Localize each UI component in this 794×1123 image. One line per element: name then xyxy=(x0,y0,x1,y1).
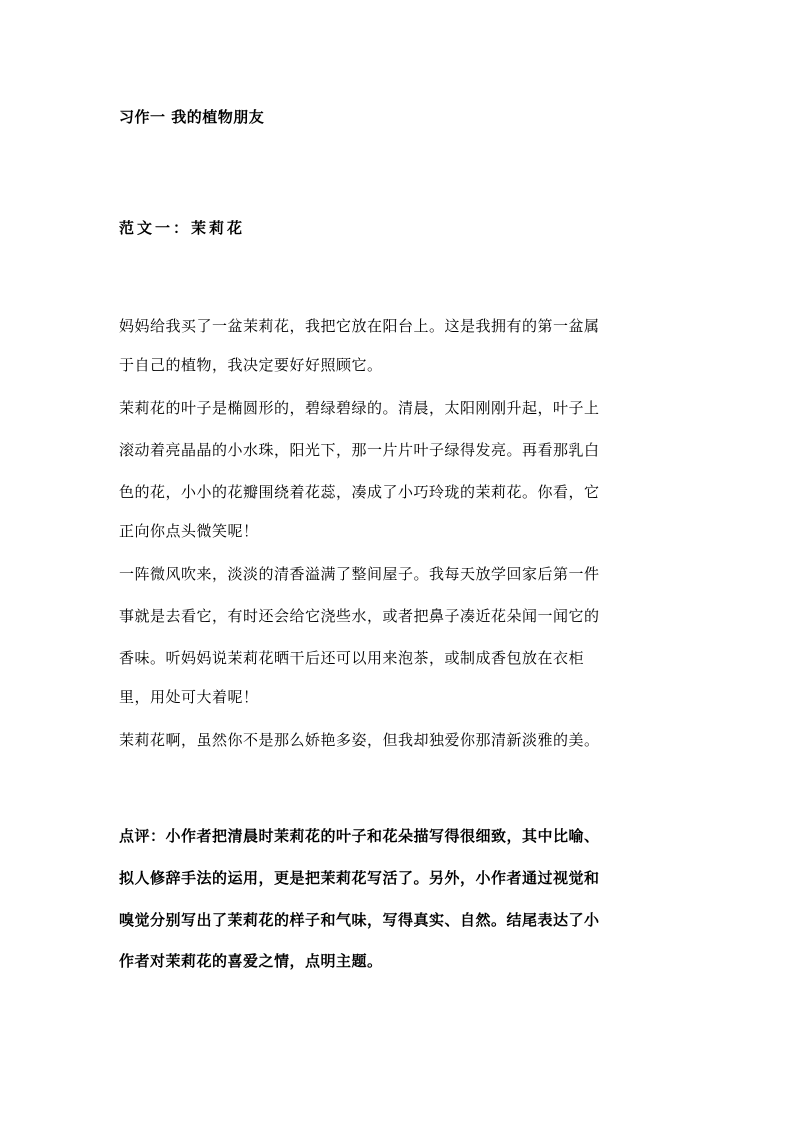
essay-line: 一阵微风吹来，淡淡的清香溢满了整间屋子。我每天放学回家后第一件 xyxy=(119,565,600,583)
essay-line: 事就是去看它，有时还会给它浇些水，或者把鼻子凑近花朵闻一闻它的 xyxy=(119,607,600,625)
essay-line: 妈妈给我买了一盆茉莉花，我把它放在阳台上。这是我拥有的第一盆属 xyxy=(119,317,600,335)
essay-line: 香味。听妈妈说茉莉花晒干后还可以用来泡茶，或制成香包放在衣柜 xyxy=(119,649,585,667)
comment-line: 嗅觉分别写出了茉莉花的样子和气味，写得真实、自然。结尾表达了小 xyxy=(119,911,600,929)
essay-line: 茉莉花的叶子是椭圆形的，碧绿碧绿的。清晨，太阳刚刚升起，叶子上 xyxy=(119,399,600,417)
essay-line: 里，用处可大着呢！ xyxy=(119,688,259,706)
essay-line: 滚动着亮晶晶的小水珠，阳光下，那一片片叶子绿得发亮。再看那乳白 xyxy=(119,441,600,459)
section-heading: 习作一 我的植物朋友 xyxy=(119,108,265,126)
essay-title: 范文一：茉莉花 xyxy=(119,219,246,237)
comment-line: 拟人修辞手法的运用，更是把茉莉花写活了。另外，小作者通过视觉和 xyxy=(119,869,600,887)
essay-line: 于自己的植物，我决定要好好照顾它。 xyxy=(119,356,383,374)
comment-line: 作者对茉莉花的喜爱之情，点明主题。 xyxy=(119,952,383,970)
essay-line: 色的花，小小的花瓣围绕着花蕊，凑成了小巧玲珑的茉莉花。你看，它 xyxy=(119,483,600,501)
comment-line: 点评：小作者把清晨时茉莉花的叶子和花朵描写得很细致，其中比喻、 xyxy=(119,827,600,845)
essay-line: 正向你点头微笑呢！ xyxy=(119,522,259,540)
essay-line: 茉莉花啊，虽然你不是那么娇艳多姿，但我却独爱你那清新淡雅的美。 xyxy=(119,731,600,749)
